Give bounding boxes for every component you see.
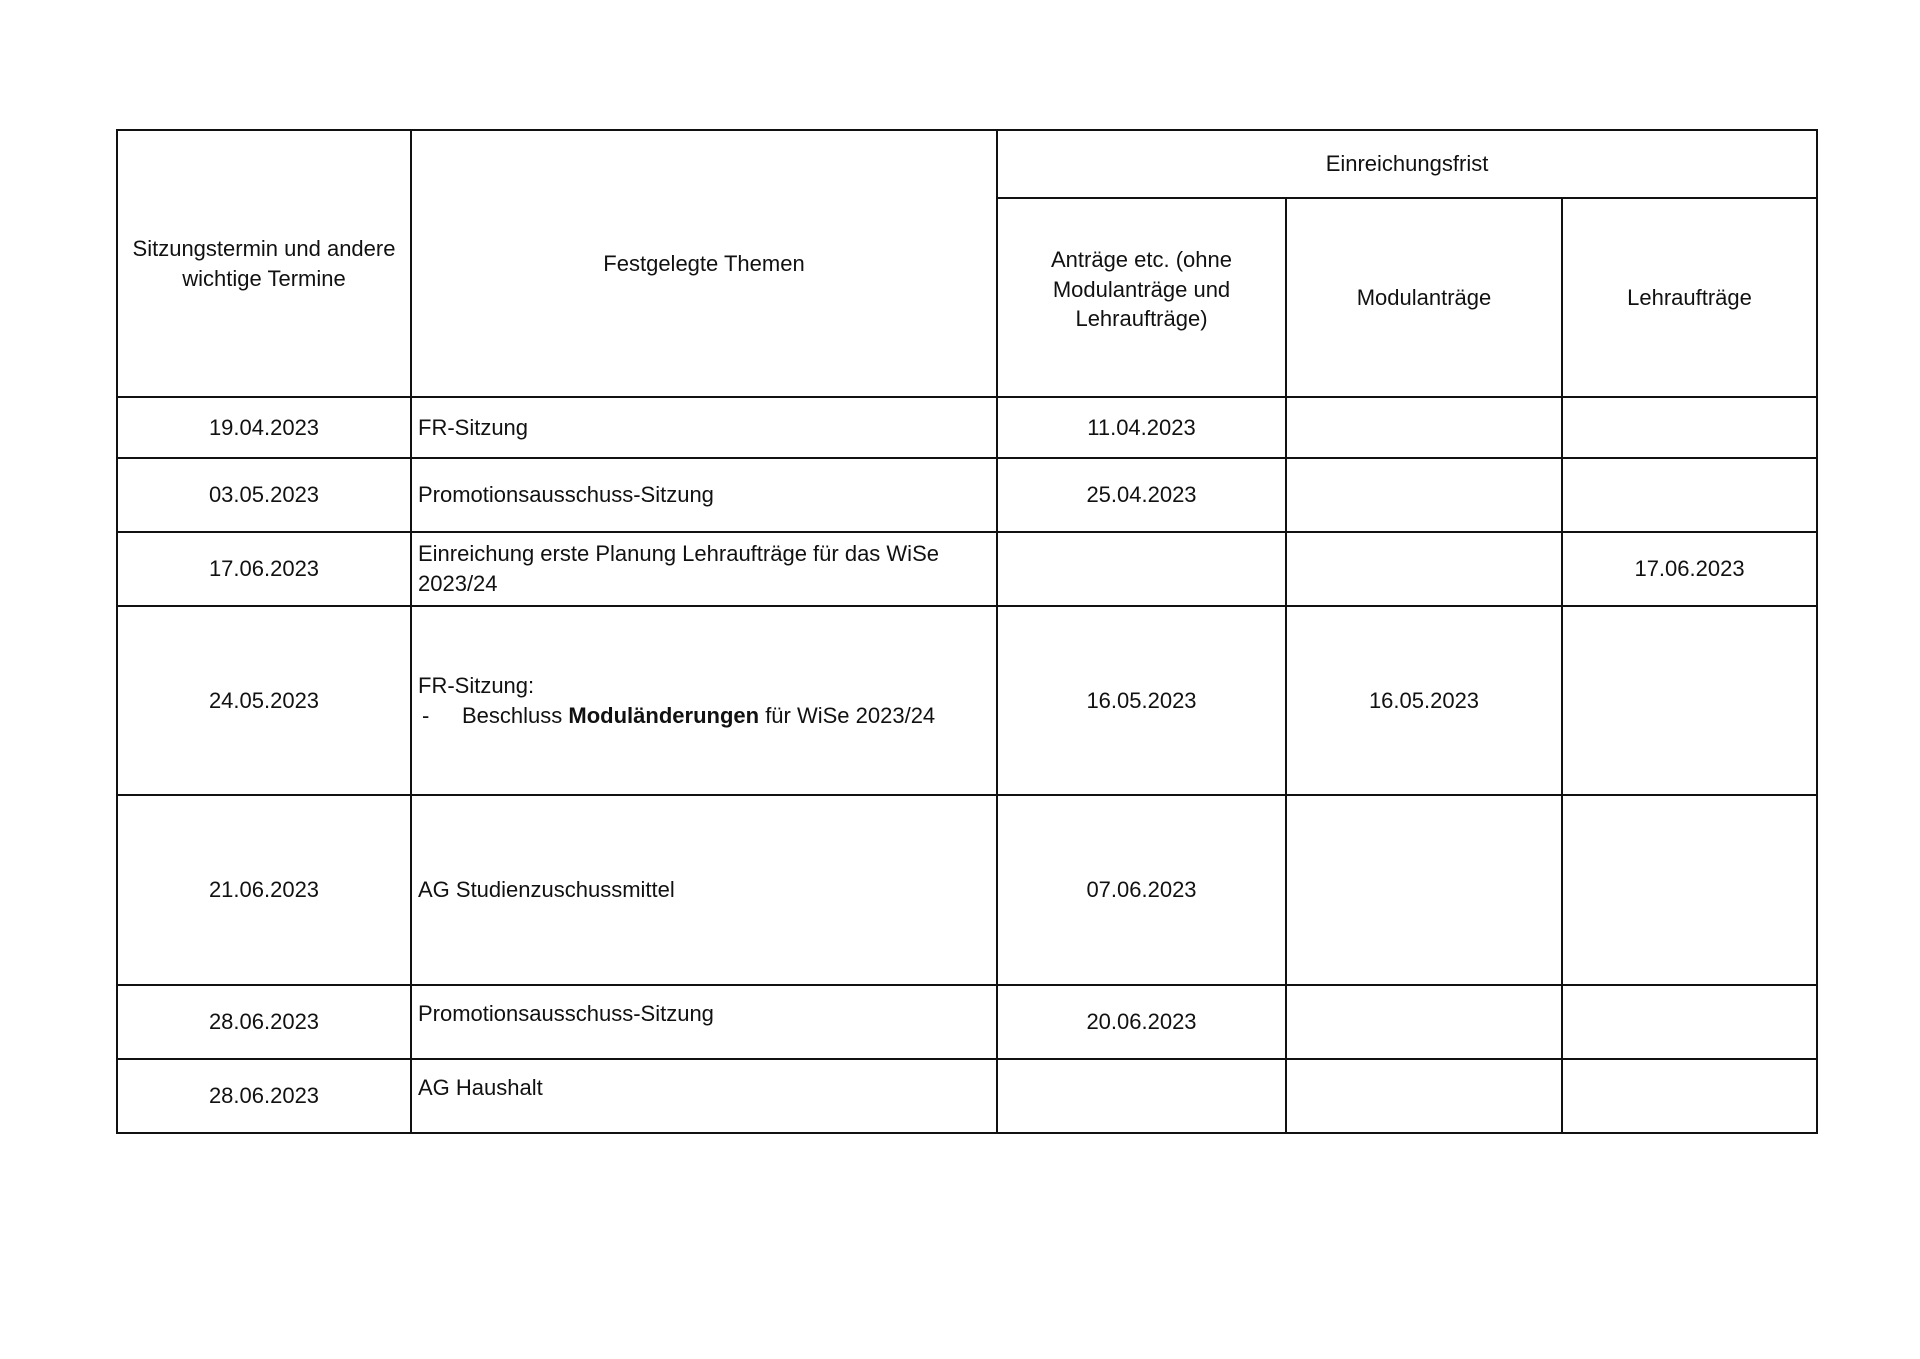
row-date: 28.06.2023 [117,985,411,1059]
row-lehrauftraege-deadline [1562,606,1817,795]
bullet-bold: Moduländerungen [568,702,760,728]
row-antraege-deadline [997,532,1286,606]
row-antraege-deadline: 20.06.2023 [997,985,1286,1059]
table-row [117,1059,1817,1133]
row-antraege-deadline: 16.05.2023 [997,606,1286,795]
row-antraege-deadline: 25.04.2023 [997,458,1286,532]
bullet-prefix: Beschluss [462,702,563,728]
row-topic: FR-Sitzung [411,397,997,458]
header-date: Sitzungstermin und andere wichtige Termine [117,130,411,397]
header-row-top [117,130,1817,198]
row-modulantraege-deadline [1286,1059,1562,1133]
row-date: 03.05.2023 [117,458,411,532]
table-row [117,985,1817,1059]
bullet-dash: - [422,702,430,728]
row-antraege-deadline: 11.04.2023 [997,397,1286,458]
row-lehrauftraege-deadline [1562,985,1817,1059]
header-antraege-label: Anträge etc. (ohne Modulanträge und Lehraufträge) [1050,246,1232,332]
row-modulantraege-deadline [1286,985,1562,1059]
row-date: 19.04.2023 [117,397,411,458]
row-modulantraege-deadline [1286,458,1562,532]
header-modulantraege: Modulanträge [1286,198,1562,397]
row-lehrauftraege-deadline [1562,458,1817,532]
row-topic-text: AG Haushalt [418,1075,543,1101]
row-modulantraege-deadline: 16.05.2023 [1286,606,1562,795]
row-modulantraege-deadline [1286,532,1562,606]
row-antraege-deadline [997,1059,1286,1133]
row-topic-text: Promotionsausschuss-Sitzung [418,1001,714,1027]
row-lehrauftraege-deadline [1562,397,1817,458]
header-antraege [997,198,1286,397]
table-row [117,532,1817,606]
row-modulantraege-deadline [1286,397,1562,458]
row-date: 24.05.2023 [117,606,411,795]
row-topic [411,985,997,1059]
row-date: 21.06.2023 [117,795,411,985]
row-topic: Einreichung erste Planung Lehraufträge für das WiSe 2023/24 [411,532,997,606]
header-topics: Festgelegte Themen [411,130,997,397]
row-topic [411,606,997,795]
row-antraege-deadline: 07.06.2023 [997,795,1286,985]
row-date: 17.06.2023 [117,532,411,606]
row-topic-heading: FR-Sitzung: [418,672,535,698]
table-row [117,795,1817,985]
row-topic-bullet [418,701,990,731]
row-lehrauftraege-deadline [1562,1059,1817,1133]
row-lehrauftraege-deadline [1562,795,1817,985]
row-topic: AG Studienzuschussmittel [411,795,997,985]
row-topic: Promotionsausschuss-Sitzung [411,458,997,532]
row-modulantraege-deadline [1286,795,1562,985]
table-row [117,606,1817,795]
table-row [117,458,1817,532]
row-lehrauftraege-deadline: 17.06.2023 [1562,532,1817,606]
bullet-suffix: für WiSe 2023/24 [765,702,936,728]
row-topic [411,1059,997,1133]
schedule-table [116,129,1818,1134]
table-row [117,397,1817,458]
header-lehrauftraege: Lehraufträge [1562,198,1817,397]
row-date: 28.06.2023 [117,1059,411,1133]
header-deadline-group: Einreichungsfrist [997,130,1817,198]
